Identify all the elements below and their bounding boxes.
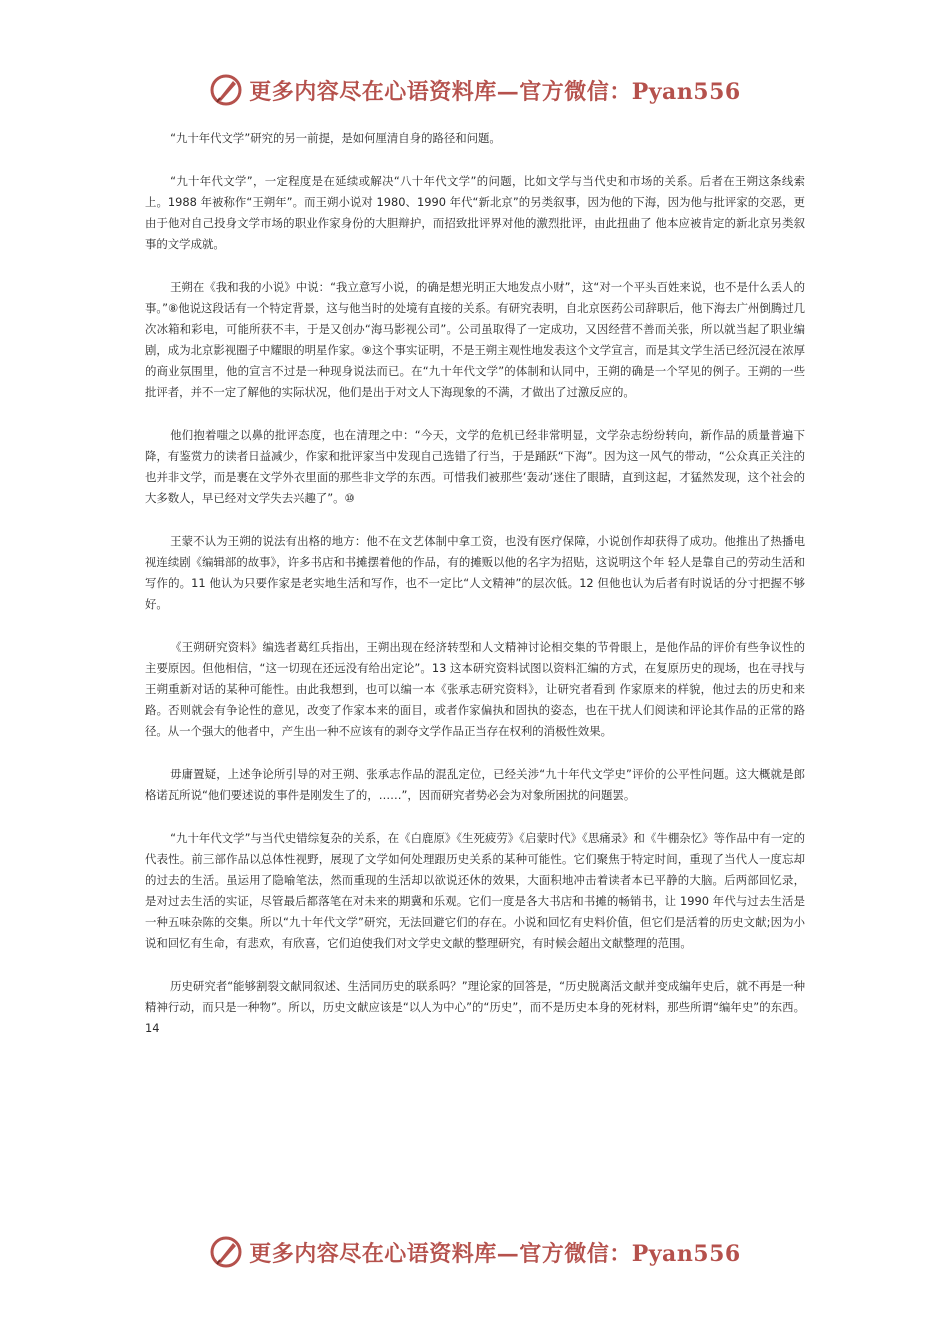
document-body	[145, 128, 805, 1061]
feather-pen-logo-icon	[209, 1235, 243, 1269]
paragraph: 王蒙不认为王朔的说法有出格的地方：他不在文艺体制中拿工资，也没有医疗保障，小说创作却获得了成功。他推出了热播电视连续剧《编辑部的故事》，许多书店和书摊摆着他的作品，有的摊贩以他的名字为招贴，这说明这个年 轻人是靠自己的劳动生活和写作的。11 他认为只要作家是老实地生活和写作，也不一定比“人文精神”的层次低。12 但他也认为后者有时说话的分寸把握不够好。	[145, 534, 805, 611]
paragraph: “九十年代文学”与当代史错综复杂的关系，在《白鹿原》《生死疲劳》《启蒙时代》《思痛录》和《牛棚杂忆》等作品中有一定的代表性。前三部作品以总体性视野，展现了文学如何处理跟历史关系的某种可能性。它们聚焦于特定时间，重现了当代人一度忘却的过去的生活。虽运用了隐喻笔法，然而重现的生活却以欲说还休的效果，大面积地冲击着读者本已平静的大脑。后两部回忆录，是对过去生活的实证，尽管最后都落笔在对未来的期冀和乐观。它们一度是各大书店和书摊的畅销书，让 1990 年代与过去生活是一种五味杂陈的交集。所以“九十年代文学”研究，无法回避它们的存在。小说和回忆有史料价值，但它们是活着的历史文献;因为小说和回忆有生命，有悲欢，有欣喜，它们迫使我们对文学史文献的整理研究，有时候会超出文献整理的范围。	[145, 831, 805, 950]
paragraph: 王朔在《我和我的小说》中说：“我立意写小说，的确是想光明正大地发点小财”，这“对一个平头百姓来说，也不是什么丢人的事。”⑧他说这段话有一个特定背景，这与他当时的处境有直接的关系。有研究表明，自北京医药公司辞职后，他下海去广州倒腾过几次冰箱和彩电，可能所获不丰，于是又创办“海马影视公司”。公司虽取得了一定成功，又因经营不善而关张，所以就当起了职业编剧，成为北京影视圈子中耀眼的明星作家。⑨这个事实证明，不是王朔主观性地发表这个文学宣言，而是其文学生活已经沉浸在浓厚的商业氛围里，他的宣言不过是一种现身说法而已。在“九十年代文学”的体制和认同中，王朔的确是一个罕见的例子。王朔的一些批评者，并不一定了解他的实际状况，他们是出于对文人下海现象的不满，才做出了过激反应的。	[145, 280, 805, 399]
feather-pen-logo-icon	[209, 73, 243, 107]
header-banner	[0, 70, 950, 110]
footer-banner-text: 更多内容尽在心语资料库—官方微信：Pyan556	[249, 1240, 741, 1267]
paragraph: “九十年代文学”研究的另一前提，是如何厘清自身的路径和问题。	[170, 131, 501, 145]
paragraph: 毋庸置疑，上述争论所引导的对王朔、张承志作品的混乱定位，已经关涉“九十年代文学史”评价的公平性问题。这大概就是郎格诺瓦所说“他们要述说的事件是刚发生了的，……”，因而研究者势必会为对象所困扰的问题罢。	[145, 767, 805, 802]
paragraph: 《王朔研究资料》编选者葛红兵指出，王朔出现在经济转型和人文精神讨论相交集的节骨眼上，是他作品的评价有些争议性的主要原因。但他相信，“这一切现在还远没有给出定论”。13 这本研究资料试图以资料汇编的方式，在复原历史的现场，也在寻找与王朔重新对话的某种可能性。由此我想到，也可以编一本《张承志研究资料》，让研究者看到 作家原来的样貌，他过去的历史和来路。否则就会有争论性的意见，改变了作家本来的面目，或者作家偏执和固执的姿态，也在干扰人们阅读和评论其作品的正常的路径。从一个强大的他者中，产生出一种不应该有的剥夺文学作品正当存在权利的消极性效果。	[145, 640, 805, 738]
footer-banner	[0, 1232, 950, 1272]
paragraph: 历史研究者“能够割裂文献同叙述、生活同历史的联系吗？”理论家的回答是，“历史脱离活文献并变成编年史后，就不再是一种精神行动，而只是一种物”。所以，历史文献应该是“以人为中心”的“历史”，而不是历史本身的死材料，那些所谓“编年史”的东西。14	[145, 979, 805, 1035]
header-banner-text: 更多内容尽在心语资料库—官方微信：Pyan556	[249, 78, 741, 105]
paragraph: “九十年代文学”，一定程度是在延续或解决“八十年代文学”的问题，比如文学与当代史和市场的关系。后者在王朔这条线索上。1988 年被称作“王朔年”。而王朔小说对 1980、1990 年代“新北京”的另类叙事，因为他的下海，因为他与批评家的交恶，更由于他对自己投身文学市场的职业作家身份的大胆辩护，而招致批评界对他的激烈批评，由此扭曲了 他本应被肯定的新北京另类叙事的文学成就。	[145, 174, 805, 251]
paragraph: 他们抱着嗤之以鼻的批评态度，也在清理之中：“今天，文学的危机已经非常明显，文学杂志纷纷转向，新作品的质量普遍下降，有鉴赏力的读者日益减少，作家和批评家当中发现自己选错了行当，于是踊跃“下海”。因为这一风气的带动，“公众真正关注的也并非文学，而是裹在文学外衣里面的那些非文学的东西。可惜我们被那些‘轰动’迷住了眼睛，直到这起，才猛然发现，这个社会的大多数人，早已经对文学失去兴趣了”。⑩	[145, 428, 805, 505]
